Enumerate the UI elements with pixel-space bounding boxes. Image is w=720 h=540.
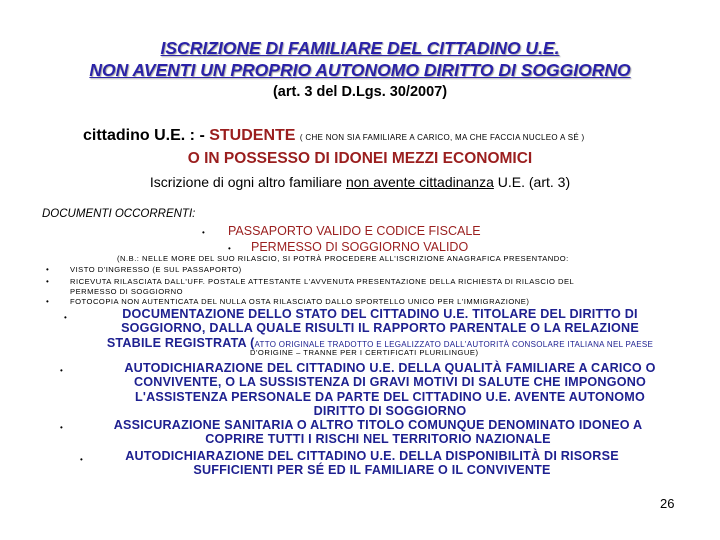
nb-note: (N.B.: NELLE MORE DEL SUO RILASCIO, SI POTRÀ PROCEDERE ALL'ISCRIZIONE ANAGRAFICA PRESENTANDO:: [117, 254, 569, 263]
bullet: •: [60, 423, 63, 432]
insurance-line-1: ASSICURAZIONE SANITARIA O ALTRO TITOLO COMUNQUE DENOMINATO IDONEO A: [113, 418, 643, 432]
status-line-4: D'ORIGINE – TRANNE PER I CERTIFICATI PLURILINGUE): [250, 348, 479, 357]
doc-insurance: [58, 418, 698, 447]
bullet: •: [228, 244, 231, 253]
self-cert-line-4: DIRITTO DI SOGGIORNO: [313, 404, 467, 419]
subject-line: [83, 127, 713, 145]
status-line-3-small: ATTO ORIGINALE TRADOTTO E LEGALIZZATO DALL'AUTORITÀ CONSOLARE ITALIANA NEL PAESE: [254, 339, 654, 349]
status-line-2: SOGGIORNO, DALLA QUALE RISULTI IL RAPPORTO PARENTALE O LA RELAZIONE: [121, 321, 639, 336]
doc-item-permit: PERMESSO DI SOGGIORNO VALIDO: [251, 240, 469, 254]
nb-item-receipt-cont: PERMESSO DI SOGGIORNO: [70, 287, 184, 296]
status-line-1: DOCUMENTAZIONE DELLO STATO DEL CITTADINO U.E. TITOLARE DEL DIRITTO DI: [122, 307, 638, 321]
registration-line: [0, 174, 720, 190]
subject-line-2: O IN POSSESSO DI IDONEI MEZZI ECONOMICI: [187, 150, 533, 167]
self-cert-line-2: CONVIVENTE, O LA SUSSISTENZA DI GRAVI MOTIVI DI SALUTE CHE IMPONGONO: [133, 375, 647, 390]
resources-line-2: SUFFICIENTI PER SÉ ED IL FAMILIARE O IL CONVIVENTE: [193, 463, 551, 478]
page-number: 26: [660, 496, 675, 511]
law-reference: (art. 3 del D.Lgs. 30/2007): [272, 84, 448, 100]
subject-prefix: cittadino U.E. : -: [83, 127, 210, 144]
registration-post: U.E. (art. 3): [493, 174, 571, 190]
bullet: •: [80, 455, 83, 464]
doc-item-passport: PASSAPORTO VALIDO E CODICE FISCALE: [228, 224, 481, 238]
status-line-3-main: STABILE REGISTRATA (: [106, 335, 255, 350]
slide-title-line-1: ISCRIZIONE DI FAMILIARE DEL CITTADINO U.E.: [160, 38, 560, 58]
doc-status-documentation: [60, 307, 700, 352]
subject-note: ( CHE NON SIA FAMILIARE A CARICO, MA CHE FACCIA NUCLEO A SÉ ): [299, 133, 585, 142]
bullet: •: [60, 366, 63, 375]
nb-item-visa: VISTO D'INGRESSO (E SUL PASSAPORTO): [70, 265, 242, 274]
bullet: •: [64, 313, 67, 322]
self-cert-line-1: AUTODICHIARAZIONE DEL CITTADINO U.E. DELLA QUALITÀ FAMILIARE A CARICO O: [124, 361, 656, 375]
doc-resources: [72, 449, 672, 478]
bullet: •: [46, 277, 49, 286]
nb-item-receipt: RICEVUTA RILASCIATA DALL'UFF. POSTALE ATTESTANTE L'AVVENUTA PRESENTAZIONE DELLA RICHIESTA DI RILASCIO DEL: [70, 277, 575, 286]
nb-item-nulla-osta: FOTOCOPIA NON AUTENTICATA DEL NULLA OSTA RILASCIATO DALLO SPORTELLO UNICO PER L'IMMIGRAZIONE): [70, 297, 530, 306]
bullet: •: [202, 228, 205, 237]
slide-title-line-2: NON AVENTI UN PROPRIO AUTONOMO DIRITTO DI SOGGIORNO: [89, 60, 631, 80]
registration-underlined: non avente cittadinanza: [345, 174, 494, 190]
self-cert-line-3: L'ASSISTENZA PERSONALE DA PARTE DEL CITTADINO U.E. AVENTE AUTONOMO: [135, 389, 645, 404]
bullet: •: [46, 297, 49, 306]
subject-highlight: STUDENTE: [209, 127, 296, 144]
resources-line-1: AUTODICHIARAZIONE DEL CITTADINO U.E. DELLA DISPONIBILITÀ DI RISORSE: [125, 449, 619, 463]
registration-pre: Iscrizione di ogni altro familiare: [149, 174, 346, 190]
documents-heading: DOCUMENTI OCCORRENTI:: [42, 208, 196, 220]
bullet: •: [46, 265, 49, 274]
insurance-line-2: COPRIRE TUTTI I RISCHI NEL TERRITORIO NAZIONALE: [205, 432, 551, 447]
doc-self-certification: [70, 361, 710, 419]
